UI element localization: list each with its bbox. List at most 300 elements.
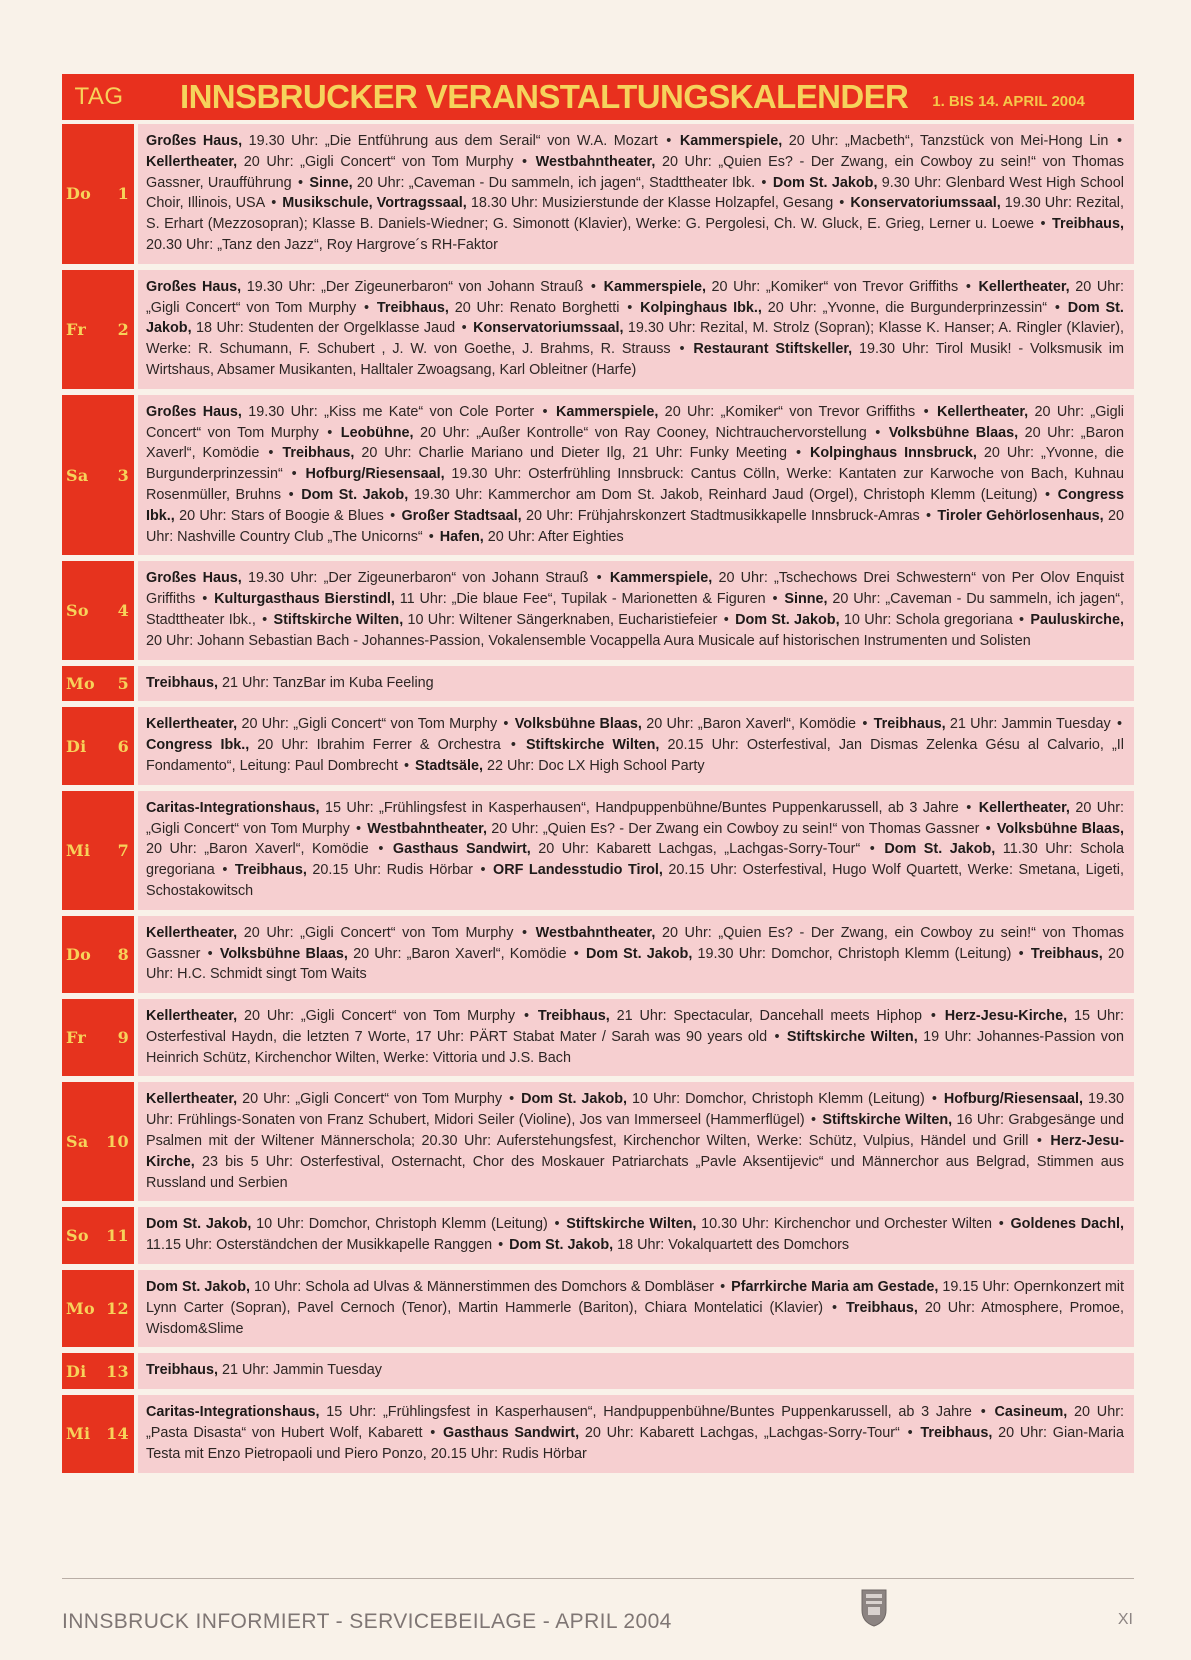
event-details: 19.30 Uhr: „Der Zigeunerbaron“ von Johann Strauß	[241, 278, 584, 295]
event-details: 19.30 Uhr: Frühlings-Sonaten von Franz Schubert, Midori Seiler (Violine), Jos van Immerseel (Hammerflügel)	[146, 1091, 1124, 1129]
event-details: 20 Uhr: Kabarett Lachgas, „Lachgas-Sorry-Tour“	[579, 1425, 900, 1442]
event-details: 22 Uhr: Doc LX High School Party	[483, 757, 705, 774]
day-label	[62, 1082, 134, 1201]
event-venue: Gasthaus Sandwirt,	[443, 1425, 580, 1442]
day-row	[62, 270, 1134, 389]
event-details: 20 Uhr: „Gigli Concert“ von Tom Murphy	[237, 716, 498, 733]
weekday: Di	[66, 1361, 87, 1381]
event-details: 20 Uhr: Charlie Mariano und Dieter Ilg, 21 Uhr: Funky Meeting	[354, 445, 787, 462]
bullet-separator: •	[283, 486, 300, 503]
event-details: 15 Uhr: „Frühlingsfest in Kasperhausen“, Handpuppenbühne/Buntes Puppenkarussell, ab 3 Jahre	[319, 799, 959, 816]
event-venue: Großes Haus,	[146, 133, 243, 149]
event-venue: Volksbühne Blaas,	[514, 716, 642, 733]
day-label	[62, 561, 134, 659]
event-details: 11.30 Uhr: Schola gregoriana	[146, 841, 1124, 879]
bullet-separator: •	[960, 278, 977, 295]
bullet-separator: •	[789, 445, 808, 462]
event-details: 20 Uhr: Nashville Country Club „The Unicorns“	[146, 507, 1124, 545]
day-number: 9	[117, 1028, 129, 1048]
event-venue: Großes Haus,	[146, 403, 242, 420]
event-venue: Dom St. Jakob,	[586, 945, 693, 962]
bullet-separator: •	[1110, 133, 1122, 149]
event-venue: Kolpinghaus Innsbruck,	[810, 445, 977, 462]
day-events	[138, 791, 1134, 910]
event-venue: Treibhaus,	[873, 716, 946, 733]
day-events	[138, 1270, 1134, 1347]
event-details: 10.30 Uhr: Kirchenchor und Orchester Wilten	[696, 1216, 992, 1233]
bullet-separator: •	[424, 528, 438, 545]
bullet-separator: •	[358, 299, 375, 316]
bullet-separator: •	[590, 570, 608, 587]
event-venue: Volksbühne Blaas,	[888, 424, 1019, 441]
day-number: 11	[106, 1226, 129, 1246]
event-venue: Congress Ibk.,	[146, 486, 1124, 524]
event-details: 20 Uhr: „Baron Xaverl“, Komödie	[347, 945, 567, 962]
day-events	[138, 666, 1134, 702]
event-venue: Großes Haus,	[146, 570, 242, 587]
day-label	[62, 124, 134, 264]
day-number: 6	[117, 736, 129, 756]
event-details: 20 Uhr: Atmosphere, Promoe, Wisdom&Slime	[146, 1299, 1124, 1337]
day-row	[62, 1207, 1134, 1264]
bullet-separator: •	[549, 1216, 565, 1233]
weekday: Sa	[66, 1132, 89, 1152]
event-details: 19.30 Uhr: Osterfrühling Innsbruck: Cantus Cölln, Werke: Kantaten zur Karwoche von Bach, Kuhnau Rosenmüller, Bruhns	[146, 466, 1124, 503]
bullet-separator: •	[993, 1216, 1009, 1233]
event-venue: Treibhaus,	[537, 1008, 610, 1025]
event-details: 9.30 Uhr: Glenbard West High School Choir, Illinois, USA	[146, 174, 1124, 212]
event-details: 20 Uhr: „Pasta Disasta“ von Hubert Wolf, Kabarett	[146, 1404, 1124, 1442]
calendar-title: INNSBRUCKER VERANSTALTUNGSKALENDER	[180, 78, 909, 115]
event-venue: Dom St. Jakob,	[146, 1279, 250, 1296]
day-row	[62, 395, 1134, 556]
weekday: Mi	[66, 840, 91, 860]
bullet-separator: •	[536, 403, 554, 420]
event-details: 19.30 Uhr: Rezital, M. Strolz (Sopran); Klasse K. Hanser; A. Ringler (Klavier), Werke: R. Schumann, F. Schubert , J. W. von Goethe, J. Brahms, R. Strauss	[146, 320, 1124, 358]
event-venue: Tiroler Gehörlosenhaus,	[937, 507, 1104, 524]
day-number: 7	[117, 840, 129, 860]
event-venue: Hafen,	[439, 528, 484, 545]
day-number: 8	[117, 944, 129, 964]
bullet-separator: •	[659, 133, 678, 149]
weekday: So	[66, 600, 89, 620]
event-venue: Kellertheater,	[978, 278, 1070, 295]
event-details: 20 Uhr: „Komiker“ von Trevor Griffiths	[658, 403, 916, 420]
page-number: XI	[1117, 1611, 1133, 1628]
day-events	[138, 1082, 1134, 1201]
event-venue: Dom St. Jakob,	[146, 1216, 252, 1233]
event-details: 20 Uhr: „Gigli Concert“ von Tom Murphy	[146, 278, 1124, 316]
bullet-separator: •	[499, 716, 513, 733]
event-details: 20 Uhr: „Tschechows Drei Schwestern“ von Per Olov Enquist Griffiths	[146, 570, 1124, 608]
event-details: 21 Uhr: Spectacular, Dancehall meets Hiphop	[609, 1008, 923, 1025]
day-events	[138, 999, 1134, 1076]
city-crest-icon	[860, 1588, 888, 1628]
event-details: 20.15 Uhr: Osterfestival, Jan Dismas Zelenka Gésu al Calvario, „Il Fondamento“, Leitung: Paul Dombrecht	[146, 737, 1124, 774]
event-venue: Stadtsäle,	[415, 757, 484, 774]
event-details: 19.15 Uhr: Opernkonzert mit Lynn Carter (Sopran), Pavel Cernoch (Tenor), Martin Hammerle (Bariton), Chiara Montelatici (Klavier)	[146, 1279, 1125, 1316]
bullet-separator: •	[858, 716, 872, 733]
bullet-separator: •	[1030, 1133, 1049, 1150]
event-details: 19.30 Uhr: „Der Zigeunerbaron“ von Johann Strauß	[241, 570, 589, 587]
event-details: 21 Uhr: TanzBar im Kuba Feeling	[217, 674, 434, 691]
bullet-separator: •	[926, 1091, 942, 1108]
event-venue: Treibhaus,	[376, 299, 449, 316]
event-venue: Herz-Jesu-Kirche,	[146, 1133, 1124, 1170]
event-details: 19.30 Uhr: Rezital, S. Erhart (Mezzosopran); Klasse B. Daniels-Wiedner; G. Simonott (Klavier), Werke: G. Pergolesi, Ch. W. Gluck, E. Grieg, Lerner u. Loewe	[146, 195, 1124, 233]
bullet-separator: •	[267, 195, 281, 212]
event-venue: Dom St. Jakob,	[772, 174, 878, 191]
bullet-separator: •	[901, 1425, 919, 1442]
bullet-separator: •	[806, 1112, 821, 1129]
bullet-separator: •	[568, 945, 585, 962]
event-venue: Westbahntheater,	[535, 924, 656, 941]
event-venue: Kammerspiele,	[555, 403, 659, 420]
event-venue: Stiftskirche Wilten,	[566, 1216, 697, 1233]
event-venue: Dom St. Jakob,	[509, 1237, 614, 1254]
bullet-separator: •	[284, 466, 304, 483]
event-details: 20 Uhr: After Eighties	[483, 528, 624, 545]
bullet-separator: •	[385, 507, 400, 524]
event-venue: Kellertheater,	[146, 924, 238, 941]
day-row	[62, 1082, 1134, 1201]
weekday: Mo	[66, 673, 95, 693]
day-label	[62, 916, 134, 993]
bullet-separator: •	[515, 153, 534, 170]
event-details: 20 Uhr: „Gigli Concert“ von Tom Murphy	[146, 403, 1124, 441]
event-venue: Kammerspiele,	[679, 133, 783, 149]
bullet-separator: •	[769, 1028, 785, 1045]
event-venue: Kellertheater,	[146, 153, 238, 170]
day-row	[62, 707, 1134, 784]
bullet-separator: •	[960, 799, 977, 816]
weekday: So	[66, 1226, 89, 1246]
event-venue: Caritas-Integrationshaus,	[146, 1404, 320, 1421]
event-details: 20 Uhr: „Quien Es? - Der Zwang ein Cowboy zu sein!“ von Thomas Gassner	[486, 820, 980, 837]
bullet-separator: •	[921, 507, 936, 524]
event-venue: Stiftskirche Wilten,	[822, 1112, 953, 1129]
event-details: 20 Uhr: „Baron Xaverl“, Komödie	[641, 716, 857, 733]
event-details: 20 Uhr: Ibrahim Ferrer & Orchestra	[249, 737, 501, 754]
event-details: 10 Uhr: Domchor, Christoph Klemm (Leitung)	[251, 1216, 548, 1233]
event-venue: Konservatoriumssaal,	[850, 195, 1001, 212]
event-details: 19.30 Uhr: „Kiss me Kate“ von Cole Porter	[241, 403, 535, 420]
event-details: 10 Uhr: Schola gregoriana	[839, 611, 1013, 628]
event-venue: Kellertheater,	[146, 1008, 238, 1025]
event-venue: Kammerspiele,	[609, 570, 713, 587]
event-details: 20 Uhr: „Yvonne, die Burgunderprinzessin“	[761, 299, 1048, 316]
bullet-separator: •	[424, 1425, 441, 1442]
event-details: 16 Uhr: Grabgesänge und Psalmen mit der Wiltener Männerschola; 20.30 Uhr: Auferstehungsfest, Kirchenchor Wilten, Werke: Schütz, Vulpius, Händel und Grill	[146, 1112, 1124, 1150]
day-label	[62, 666, 134, 702]
day-label	[62, 270, 134, 389]
day-number: 3	[117, 465, 129, 485]
event-venue: Treibhaus,	[845, 1299, 918, 1316]
event-details: 20 Uhr: „Yvonne, die Burgunderprinzessin“	[146, 445, 1124, 483]
day-events	[138, 270, 1134, 389]
event-venue: Congress Ibk.,	[146, 737, 250, 754]
event-details: 20 Uhr: „Komiker“ von Trevor Griffiths	[705, 278, 959, 295]
event-venue: Großer Stadtsaal,	[401, 507, 522, 524]
day-events	[138, 707, 1134, 784]
day-row	[62, 561, 1134, 659]
weekday: Di	[66, 736, 87, 756]
day-events	[138, 561, 1134, 659]
event-details: 19.30 Uhr: Domchor, Christoph Klemm (Leitung)	[692, 945, 1012, 962]
bullet-separator: •	[202, 945, 218, 962]
event-venue: Kolpinghaus Ibk.,	[640, 299, 762, 316]
event-venue: Volksbühne Blaas,	[219, 945, 348, 962]
event-details: 21 Uhr: Jammin Tuesday	[945, 716, 1111, 733]
event-venue: Kellertheater,	[978, 799, 1070, 816]
day-events	[138, 395, 1134, 556]
event-venue: Treibhaus,	[146, 674, 218, 691]
event-details: 20 Uhr: Frühjahrskonzert Stadtmusikkapelle Innsbruck-Amras	[521, 507, 920, 524]
day-row	[62, 999, 1134, 1076]
day-label	[62, 1207, 134, 1264]
event-venue: Treibhaus,	[1052, 216, 1124, 233]
day-events	[138, 124, 1134, 264]
event-venue: Westbahntheater,	[535, 153, 656, 170]
day-events	[138, 1353, 1134, 1389]
day-number: 13	[106, 1361, 129, 1381]
bullet-separator: •	[868, 424, 887, 441]
day-label	[62, 395, 134, 556]
bullet-separator: •	[1013, 945, 1029, 962]
bullet-separator: •	[767, 591, 783, 608]
day-number: 2	[117, 319, 129, 339]
event-details: 20 Uhr: „Gigli Concert“ von Tom Murphy	[146, 799, 1124, 837]
event-details: 20 Uhr: „Gigli Concert“ von Tom Murphy	[237, 1008, 516, 1025]
bullet-separator: •	[293, 174, 308, 191]
event-details: 20.15 Uhr: Rudis Hörbar	[306, 862, 473, 879]
event-details: 20 Uhr: Gian-Maria Testa mit Enzo Pietropaoli und Piero Ponzo, 20.15 Uhr: Rudis Hörbar	[146, 1425, 1124, 1462]
event-details: 19.30 Uhr: Tirol Musik! - Volksmusik im Wirtshaus, Absamer Musikanten, Halltaler Zwoagsang, Karl Obleitner (Harfe)	[146, 341, 1124, 378]
day-label	[62, 999, 134, 1076]
bullet-separator: •	[216, 862, 233, 879]
day-column-label: TAG	[74, 83, 124, 110]
event-venue: Hofburg/Riesensaal,	[943, 1091, 1083, 1108]
day-label	[62, 1395, 134, 1472]
day-number: 1	[117, 184, 129, 204]
event-venue: Musikschule, Vortragssaal,	[282, 195, 467, 212]
event-details: 18.30 Uhr: Musizierstunde der Klasse Holzapfel, Gesang	[466, 195, 834, 212]
bullet-separator: •	[825, 1299, 844, 1316]
bullet-separator: •	[457, 320, 472, 337]
bullet-separator: •	[261, 445, 281, 462]
event-details: 20 Uhr: Renato Borghetti	[448, 299, 620, 316]
day-row	[62, 1395, 1134, 1472]
event-venue: Großes Haus,	[146, 278, 242, 295]
day-row	[62, 791, 1134, 910]
bullet-separator: •	[1049, 299, 1066, 316]
weekday: Fr	[66, 319, 87, 339]
day-row	[62, 124, 1134, 264]
bullet-separator: •	[981, 820, 995, 837]
event-details: 15 Uhr: „Frühlingsfest in Kasperhausen“, Handpuppenbühne/Buntes Puppenkarussell, ab 3 Jahre	[319, 1404, 972, 1421]
weekday: Do	[66, 944, 92, 964]
day-number: 12	[106, 1299, 129, 1319]
bullet-separator: •	[320, 424, 339, 441]
bullet-separator: •	[1014, 611, 1029, 628]
bullet-separator: •	[351, 820, 366, 837]
event-venue: Leobühne,	[340, 424, 414, 441]
bullet-separator: •	[1112, 716, 1122, 733]
event-details: 20 Uhr: „Quien Es? - Der Zwang, ein Cowboy zu sein!“ von Thomas Gassner, Uraufführung	[146, 153, 1124, 191]
event-venue: Treibhaus,	[146, 1362, 218, 1379]
event-details: 19.30 Uhr: Kammerchor am Dom St. Jakob, Reinhard Jaud (Orgel), Christoph Klemm (Leitung)	[408, 486, 1038, 503]
event-venue: Volksbühne Blaas,	[996, 820, 1124, 837]
bullet-separator: •	[621, 299, 639, 316]
event-venue: Stiftskirche Wilten,	[786, 1028, 918, 1045]
bullet-separator: •	[517, 1008, 536, 1025]
event-details: 20 Uhr: „Baron Xaverl“, Komödie	[146, 424, 1124, 462]
day-events	[138, 916, 1134, 993]
day-row	[62, 916, 1134, 993]
event-details: 20 Uhr: „Baron Xaverl“, Komödie	[146, 841, 369, 858]
bullet-separator: •	[257, 611, 272, 628]
event-details: 20.15 Uhr: Osterfestival, Hugo Wolf Quartett, Werke: Smetana, Ligeti, Schostakowitsch	[146, 862, 1124, 899]
event-venue: Dom St. Jakob,	[146, 299, 1124, 337]
event-details: 20 Uhr: Kabarett Lachgas, „Lachgas-Sorry-Tour“	[530, 841, 861, 858]
bullet-separator: •	[494, 1237, 508, 1254]
event-venue: Gasthaus Sandwirt,	[392, 841, 531, 858]
day-label	[62, 707, 134, 784]
event-details: 20 Uhr: „Gigli Concert“ von Tom Murphy	[237, 924, 514, 941]
day-number: 4	[117, 600, 129, 620]
day-label	[62, 1270, 134, 1347]
event-details: 19.30 Uhr: „Die Entführung aus dem Serail“ von W.A. Mozart	[242, 133, 658, 149]
event-details: 10 Uhr: Domchor, Christoph Klemm (Leitung)	[627, 1091, 925, 1108]
day-events	[138, 1395, 1134, 1472]
event-venue: Westbahntheater,	[367, 820, 487, 837]
bullet-separator: •	[672, 341, 692, 358]
day-row	[62, 1353, 1134, 1389]
event-venue: Dom St. Jakob,	[735, 611, 840, 628]
bullet-separator: •	[1035, 216, 1050, 233]
bullet-separator: •	[1039, 486, 1056, 503]
event-details: 15 Uhr: Osterfestival Haydn, die letzten 7 Worte, 17 Uhr: PÄRT Stabat Mater / Sarah was 90 years old	[146, 1008, 1124, 1045]
event-venue: Pfarrkirche Maria am Gestade,	[731, 1279, 939, 1296]
bullet-separator: •	[585, 278, 602, 295]
event-details: 11 Uhr: „Die blaue Fee“, Tupilak - Marionetten & Figuren	[394, 591, 766, 608]
footer-divider	[62, 1578, 1134, 1579]
bullet-separator: •	[515, 924, 534, 941]
day-number: 10	[106, 1132, 129, 1152]
day-row	[62, 666, 1134, 702]
event-details: 20 Uhr: „Gigli Concert“ von Tom Murphy	[237, 153, 514, 170]
weekday: Sa	[66, 465, 89, 485]
event-details: 20 Uhr: „Außer Kontrolle“ von Ray Cooney, Nichtrauchervorstellung	[413, 424, 867, 441]
event-venue: Kammerspiele,	[603, 278, 706, 295]
event-details: 19 Uhr: Johannes-Passion von Heinrich Schütz, Kirchenchor Wilten, Werke: Vittoria und J.S. Bach	[146, 1028, 1124, 1066]
day-label	[62, 791, 134, 910]
event-venue: Treibhaus,	[920, 1425, 993, 1442]
bullet-separator: •	[502, 737, 524, 754]
event-details: 23 bis 5 Uhr: Osterfestival, Osternacht, Chor des Moskauer Patriarchats „Pavle Aksentijevic“ und Männerchor aus Belgrad, Stimmen aus Russland und Serbien	[146, 1153, 1124, 1191]
bullet-separator: •	[719, 611, 734, 628]
event-venue: Casineum,	[994, 1404, 1068, 1421]
calendar-header	[62, 74, 1134, 120]
event-venue: Sinne,	[309, 174, 353, 191]
day-events	[138, 1207, 1134, 1264]
event-venue: Stiftskirche Wilten,	[273, 611, 404, 628]
bullet-separator: •	[370, 841, 391, 858]
event-details: 20 Uhr: „Caveman - Du sammeln, ich jagen“, Stadttheater Ibk.,	[146, 591, 1124, 628]
event-venue: Stiftskirche Wilten,	[525, 737, 660, 754]
event-details: 10 Uhr: Schola ad Ulvas & Männerstimmen des Domchors & Dombläser	[250, 1279, 715, 1296]
event-venue: Goldenes Dachl,	[1010, 1216, 1124, 1233]
bullet-separator: •	[716, 1279, 730, 1296]
bullet-separator: •	[862, 841, 883, 858]
event-venue: Caritas-Integrationshaus,	[146, 799, 320, 816]
weekday: Mo	[66, 1299, 95, 1319]
bullet-separator: •	[197, 591, 213, 608]
event-details: 18 Uhr: Studenten der Orgelklasse Jaud	[191, 320, 456, 337]
event-details: 20.30 Uhr: „Tanz den Jazz“, Roy Hargrove´s RH-Faktor	[146, 236, 498, 253]
event-venue: Pauluskirche,	[1030, 611, 1124, 628]
event-details: 20 Uhr: H.C. Schmidt singt Tom Waits	[146, 945, 1125, 983]
bullet-separator: •	[973, 1404, 993, 1421]
bullet-separator: •	[504, 1091, 520, 1108]
event-details: 20 Uhr: Stars of Boogie & Blues	[174, 507, 384, 524]
event-details: 20 Uhr: Johann Sebastian Bach - Johannes-Passion, Vokalensemble Vocappella Aura Musicale auf historischen Instrumenten und Solisten	[146, 632, 1031, 649]
date-range: 1. BIS 14. APRIL 2004	[932, 93, 1085, 110]
event-venue: Kellertheater,	[146, 716, 238, 733]
footer-publication: INNSBRUCK INFORMIERT - SERVICEBEILAGE - APRIL 2004	[62, 1610, 672, 1633]
event-details: 11.15 Uhr: Osterständchen der Musikkapelle Ranggen	[146, 1237, 493, 1254]
bullet-separator: •	[924, 1008, 943, 1025]
event-details: 21 Uhr: Jammin Tuesday	[217, 1362, 382, 1379]
event-venue: Dom St. Jakob,	[521, 1091, 628, 1108]
event-venue: Kulturgasthaus Bierstindl,	[214, 591, 395, 608]
weekday: Fr	[66, 1028, 87, 1048]
event-venue: Konservatoriumssaal,	[473, 320, 624, 337]
event-venue: Dom St. Jakob,	[301, 486, 409, 503]
event-venue: Dom St. Jakob,	[884, 841, 996, 858]
day-row	[62, 1270, 1134, 1347]
bullet-separator: •	[399, 757, 414, 774]
event-venue: Restaurant Stiftskeller,	[693, 341, 853, 358]
event-details: 20 Uhr: „Quien Es? - Der Zwang, ein Cowboy zu sein!“ von Thomas Gassner	[146, 924, 1124, 962]
event-venue: Kellertheater,	[146, 1091, 238, 1108]
weekday: Mi	[66, 1424, 91, 1444]
event-venue: Herz-Jesu-Kirche,	[944, 1008, 1068, 1025]
event-details: 20 Uhr: „Gigli Concert“ von Tom Murphy	[237, 1091, 503, 1108]
event-venue: Treibhaus,	[234, 862, 307, 879]
event-details: 20 Uhr: „Macbeth“, Tanzstück von Mei-Hong Lin	[782, 133, 1109, 149]
calendar-rows	[62, 124, 1134, 1473]
bullet-separator: •	[917, 403, 935, 420]
event-calendar	[62, 74, 1134, 1479]
weekday: Do	[66, 184, 92, 204]
day-number: 5	[117, 673, 129, 693]
event-details: 20 Uhr: „Caveman - Du sammeln, ich jagen“, Stadttheater Ibk.	[352, 174, 756, 191]
event-venue: ORF Landesstudio Tirol,	[493, 862, 663, 879]
bullet-separator: •	[835, 195, 849, 212]
event-venue: Sinne,	[784, 591, 828, 608]
day-number: 14	[106, 1424, 129, 1444]
event-venue: Treibhaus,	[282, 445, 355, 462]
event-details: 18 Uhr: Vokalquartett des Domchors	[613, 1237, 850, 1254]
event-venue: Treibhaus,	[1030, 945, 1103, 962]
event-venue: Hofburg/Riesensaal,	[305, 466, 445, 483]
bullet-separator: •	[757, 174, 771, 191]
event-details: 10 Uhr: Wiltener Sängerknaben, Eucharistiefeier	[403, 611, 718, 628]
event-venue: Kellertheater,	[937, 403, 1029, 420]
bullet-separator: •	[474, 862, 492, 879]
day-label	[62, 1353, 134, 1389]
